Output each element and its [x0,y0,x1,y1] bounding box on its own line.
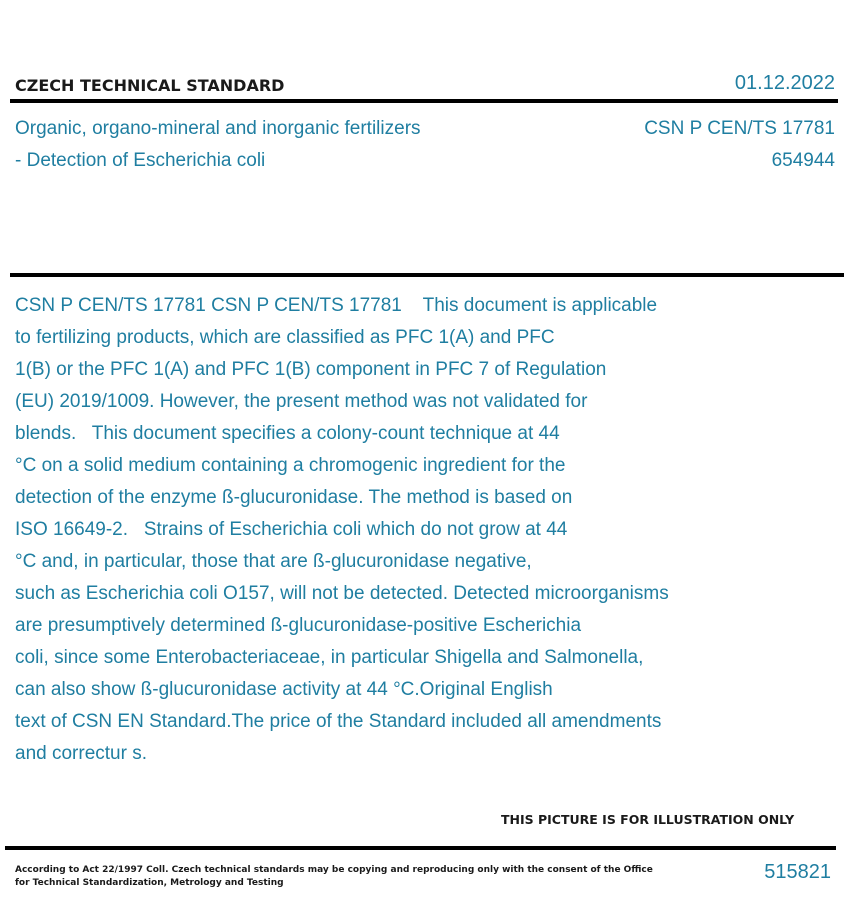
abstract-line: such as Escherichia coli O157, will not be detected. Detected microorganisms [15,583,669,604]
abstract-line: blends. This document specifies a colony-count technique at 44 [15,423,560,444]
abstract-line: are presumptively determined ß-glucuronidase-positive Escherichia [15,615,582,636]
abstract-line: °C and, in particular, those that are ß-glucuronidase negative, [15,551,532,572]
abstract-line: (EU) 2019/1009. However, the present method was not validated for [15,391,588,412]
publication-date: 01.12.2022 [734,72,835,94]
abstract-text [15,290,795,770]
abstract-line: °C on a solid medium containing a chromogenic ingredient for the [15,455,566,476]
abstract-line: coli, since some Enterobacteriaceae, in particular Shigella and Salmonella, [15,647,644,668]
legal-notice [15,864,653,890]
catalog-number: 654944 [771,150,835,171]
illustration-note: THIS PICTURE IS FOR ILLUSTRATION ONLY [501,812,795,827]
footer-rule [5,846,836,850]
abstract-line: text of CSN EN Standard.The price of the Standard included all amendments [15,711,662,732]
section-rule [10,273,844,277]
abstract-line: ISO 16649-2. Strains of Escherichia coli which do not grow at 44 [15,519,568,540]
footer-id: 515821 [764,861,831,883]
header-label: CZECH TECHNICAL STANDARD [15,76,285,95]
standard-title-line-1: Organic, organo-mineral and inorganic fertilizers [15,118,421,139]
abstract-line: detection of the enzyme ß-glucuronidase. The method is based on [15,487,573,508]
legal-notice-line-1: According to Act 22/1997 Coll. Czech technical standards may be copying and reproducing only with the consent of the Office [15,865,653,875]
abstract-line: can also show ß-glucuronidase activity at 44 °C.Original English [15,679,553,700]
standard-title-line-2: - Detection of Escherichia coli [15,150,266,171]
standard-code: CSN P CEN/TS 17781 [644,118,835,139]
header-rule [10,99,838,103]
abstract-line: and correctur s. [15,743,147,764]
abstract-line: CSN P CEN/TS 17781 CSN P CEN/TS 17781 This document is applicable [15,295,658,316]
abstract-line: to fertilizing products, which are classified as PFC 1(A) and PFC [15,327,555,348]
legal-notice-line-2: for Technical Standardization, Metrology and Testing [15,878,284,888]
abstract-line: 1(B) or the PFC 1(A) and PFC 1(B) component in PFC 7 of Regulation [15,359,607,380]
